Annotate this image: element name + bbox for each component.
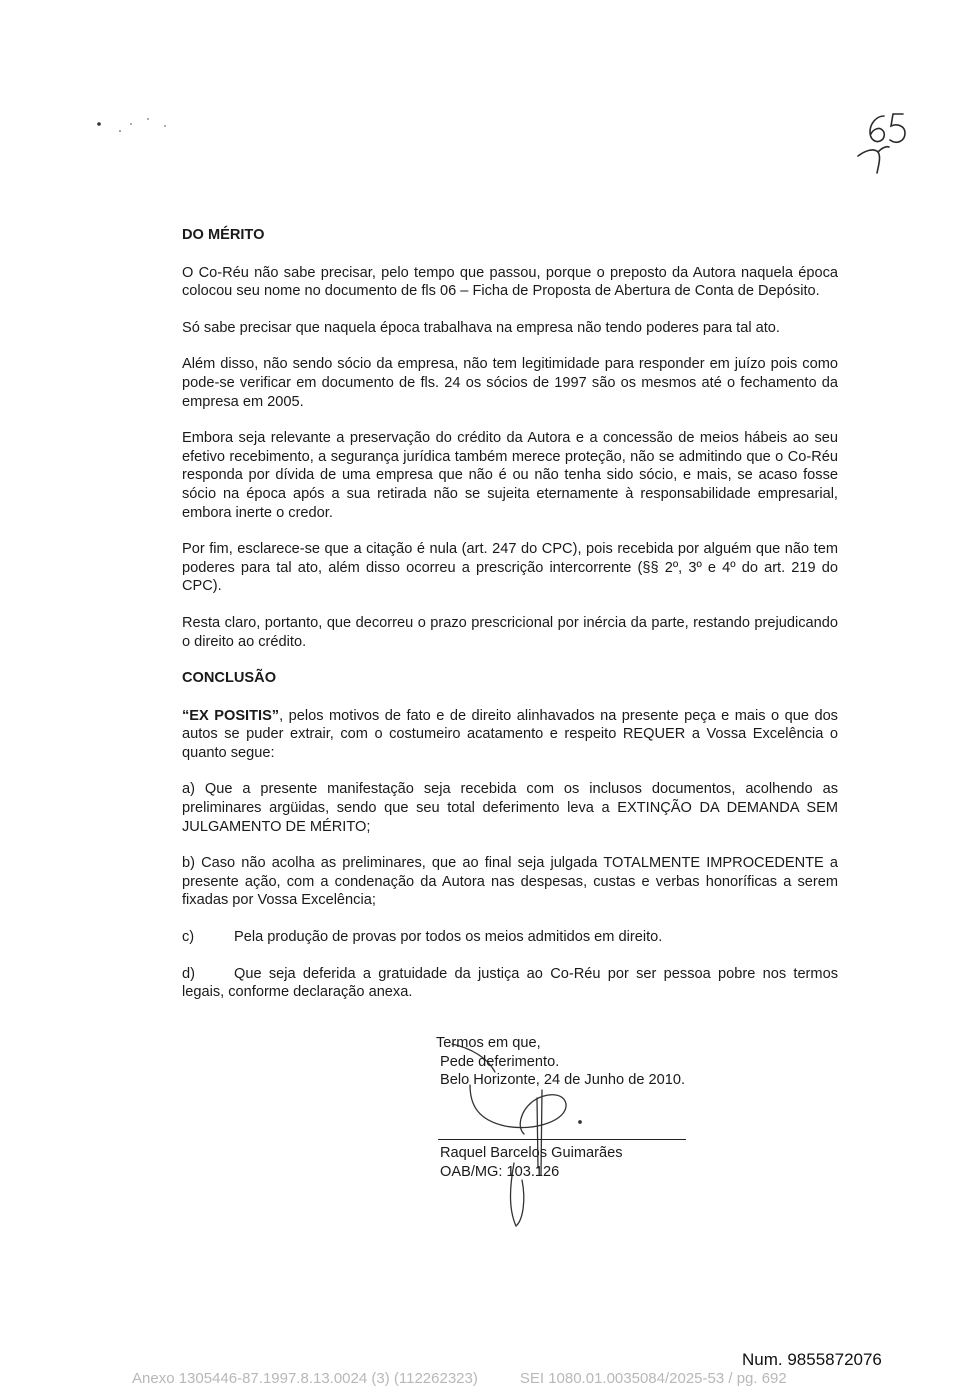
handwritten-page-number [858,114,905,173]
signatory-block [440,1144,623,1181]
document-number: Num. 9855872076 [742,1350,882,1369]
closing-line-2: Pede deferimento. [440,1053,560,1070]
paragraph-6: Resta claro, portanto, que decorreu o prazo prescricional por inércia da parte, restando prejudicando o direito ao crédito. [182,614,838,650]
paragraph-5: Por fim, esclarece-se que a citação é nula (art. 247 do CPC), pois recebida por alguém que não tem poderes para tal ato, além disso ocorreu a prescrição intercorrente (§§ 2º, 3º e 4º do art. 219 do CPC). [182,541,838,595]
closing-line-3: Belo Horizonte, 24 de Junho de 2010. [440,1072,686,1089]
annex-footer [132,1370,787,1387]
closing-line-1: Termos em que, [436,1035,541,1051]
request-item-b: b) Caso não acolha as preliminares, que ao final seja julgada TOTALMENTE IMPROCEDENTE a presente ação, com a condenação da Autora nas despesas, custas e verbas honoríficas a serem fixadas por Vossa Excelência; [182,855,838,909]
item-c-text: Pela produção de provas por todos os meios admitidos em direito. [234,929,663,946]
paragraph-2: Só sabe precisar que naquela época trabalhava na empresa não tendo poderes para tal ato. [182,319,780,336]
item-d-text: Que seja deferida a gratuidade da justiça ao Co-Réu por ser pessoa pobre nos termos legais, conforme declaração anexa. [182,965,838,1001]
sei-reference: SEI 1080.01.0035084/2025-53 / pg. 692 [519,1370,787,1387]
paragraph-3: Além disso, não sendo sócio da empresa, não tem legitimidade para responder em juízo pois como pode-se verificar em documento de fls. 24 os sócios de 1997 são os mesmos até o fechamento da empresa em 2005. [182,356,838,410]
annex-reference: Anexo 1305446-87.1997.8.13.0024 (3) (112262323) [132,1370,478,1387]
document-body [182,226,838,1002]
request-item-c [182,928,838,947]
signatory-name: Raquel Barcelos Guimarães [440,1145,623,1161]
item-d-label: d) [182,965,195,982]
request-item-d [182,965,838,1002]
scan-specks [97,118,166,132]
signatory-oab: OAB/MG: 103.126 [440,1163,560,1180]
item-c-label: c) [182,929,195,946]
ex-positis-label: “EX POSITIS” [182,707,280,724]
closing-block [436,1034,685,1090]
paragraph-1: O Co-Réu não sabe precisar, pelo tempo que passou, porque o preposto da Autora naquela época colocou seu nome no documento de fls 06 – Ficha de Proposta de Abertura de Conta de Depósito. [182,264,838,300]
request-item-a: a) Que a presente manifestação seja recebida com os inclusos documentos, acolhendo as preliminares argüidas, sendo que seu total deferimento leva a EXTINÇÃO DA DEMANDA SEM JULGAMENTO DE MÉRITO; [182,781,838,835]
paragraph-4: Embora seja relevante a preservação do crédito da Autora e a concessão de meios hábeis ao seu efetivo recebimento, a segurança jurídica também merece proteção, não se admitindo que o Co-Réu responda por dívida de uma empresa que não é ou não tenha sido sócio, e mais, se acaso fosse sócio na época após a sua retirada não se sujeita eternamente à responsabilidade empresarial, embora inerte o credor. [182,430,838,521]
ex-positis-text: , pelos motivos de fato e de direito alinhavados na presente peça e mais o que dos autos se puder extrair, com o costumeiro acatamento e respeito REQUER a Vossa Excelência o quanto segue: [182,707,838,761]
signature-line [438,1139,686,1140]
paragraph-ex-positis [182,707,838,763]
merito-heading: DO MÉRITO [182,227,265,243]
conclusao-heading: CONCLUSÃO [182,670,277,687]
